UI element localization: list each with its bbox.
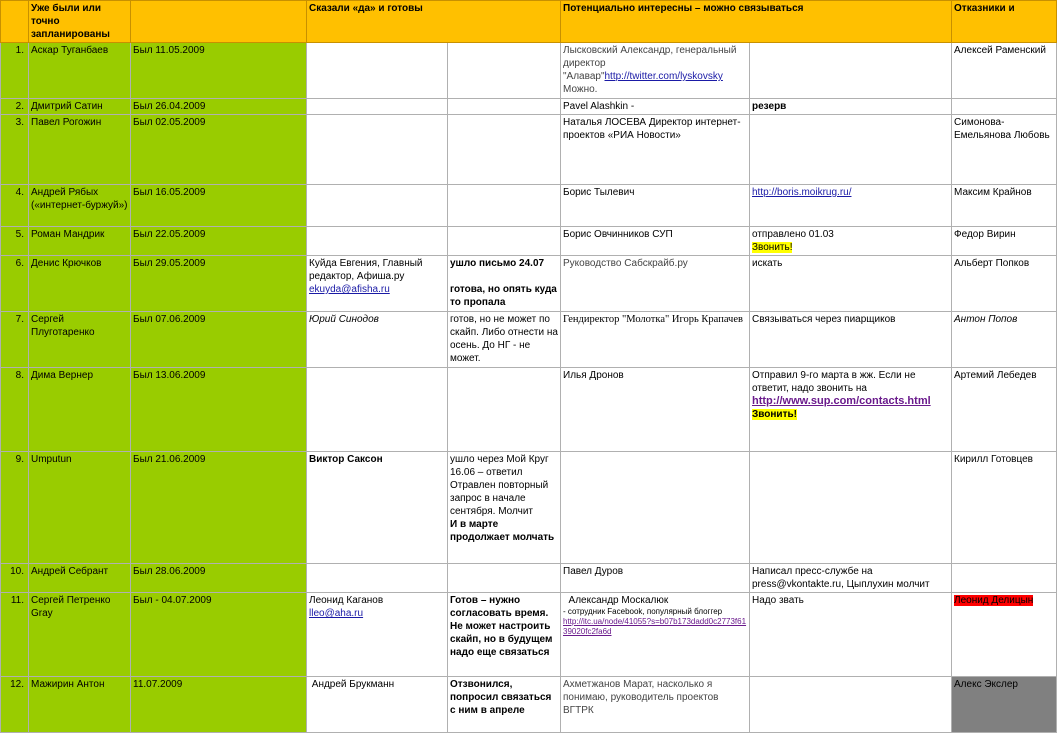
potential-name: Лысковский Александр, генеральный директор "Алавар" — [563, 45, 737, 82]
yes-name: Куйда Евгения, Главный редактор, Афиша.ру — [309, 258, 423, 282]
status-cell[interactable]: 11.07.2009 — [131, 677, 307, 733]
table-row — [1, 452, 1057, 564]
yes-note-cell[interactable] — [448, 256, 561, 312]
yes-name-cell[interactable] — [307, 99, 448, 115]
status-cell[interactable]: Был 13.06.2009 — [131, 368, 307, 452]
row-number[interactable]: 7. — [1, 312, 29, 368]
yes-note-cell[interactable] — [448, 99, 561, 115]
row-number[interactable]: 12. — [1, 677, 29, 733]
potential-name-cell[interactable]: Борис Овчинников СУП — [561, 227, 750, 256]
row-number[interactable]: 10. — [1, 564, 29, 593]
name-cell[interactable]: Дима Вернер — [29, 368, 131, 452]
refused-cell[interactable]: Кирилл Готовцев — [952, 452, 1057, 564]
header-row — [1, 1, 1057, 43]
yes-note-cell[interactable]: Готов – нужно согласовать время. Не может настроить скайп, но в будущем надо еще связаться — [448, 593, 561, 677]
yes-note-cell[interactable] — [448, 227, 561, 256]
name-cell[interactable]: Мажирин Антон — [29, 677, 131, 733]
potential-note: Отправил 9-го марта в жж. Если не ответит, надо звонить на — [752, 370, 916, 394]
potential-note-cell[interactable]: Написал пресс-службе на press@vkontakte.ru, Цыплухин молчит — [750, 564, 952, 593]
name-cell[interactable]: Андрей Себрант — [29, 564, 131, 593]
yes-note-cell[interactable]: Отзвонился, попросил связаться с ним в апреле — [448, 677, 561, 733]
name-cell[interactable]: Сергей Плуготаренко — [29, 312, 131, 368]
refused-cell[interactable]: Симонова-Емельянова Любовь — [952, 115, 1057, 185]
name-cell[interactable]: Денис Крючков — [29, 256, 131, 312]
potential-link[interactable]: http://boris.moikrug.ru/ — [752, 187, 852, 198]
table-row — [1, 185, 1057, 227]
potential-name-cell[interactable] — [561, 452, 750, 564]
yes-note-2: готова, но опять куда то пропала — [450, 284, 557, 308]
refused-cell[interactable] — [952, 99, 1057, 115]
row-number[interactable]: 3. — [1, 115, 29, 185]
name-cell[interactable]: Павел Рогожин — [29, 115, 131, 185]
table-row — [1, 368, 1057, 452]
status-cell[interactable]: Был 21.06.2009 — [131, 452, 307, 564]
row-number[interactable]: 9. — [1, 452, 29, 564]
name-cell[interactable]: Роман Мандрик — [29, 227, 131, 256]
yes-name-cell[interactable] — [307, 593, 448, 677]
potential-note-cell[interactable] — [750, 227, 952, 256]
yes-name-cell[interactable] — [307, 227, 448, 256]
potential-name-cell[interactable]: Наталья ЛОСЕВА Директор интернет-проектов «РИА Новости» — [561, 115, 750, 185]
header-cell-yes[interactable]: Сказали «да» и готовы — [307, 1, 561, 43]
yes-name-cell[interactable] — [307, 256, 448, 312]
refused-cell[interactable]: Антон Попов — [952, 312, 1057, 368]
header-cell-refused[interactable]: Отказники и — [952, 1, 1057, 43]
refused-cell[interactable]: Алекс Экслер — [952, 677, 1057, 733]
table-row — [1, 115, 1057, 185]
table-row — [1, 593, 1057, 677]
refused-cell[interactable]: Альберт Попков — [952, 256, 1057, 312]
potential-name: Александр Москалюк — [563, 595, 669, 606]
refused-cell[interactable] — [952, 593, 1057, 677]
name-cell[interactable]: Дмитрий Сатин — [29, 99, 131, 115]
status-cell[interactable]: Был 16.05.2009 — [131, 185, 307, 227]
refused-cell[interactable]: Максим Крайнов — [952, 185, 1057, 227]
name-cell[interactable]: Сергей Петренко Gray — [29, 593, 131, 677]
name-cell[interactable]: Umputun — [29, 452, 131, 564]
header-cell-potential[interactable]: Потенциально интересны – можно связываться — [561, 1, 952, 43]
yes-note: ушло письмо 24.07 — [450, 258, 545, 269]
yes-name-cell[interactable] — [307, 43, 448, 99]
row-number[interactable]: 6. — [1, 256, 29, 312]
yes-name: Леонид Каганов — [309, 595, 384, 606]
yes-email-link[interactable]: lleo@aha.ru — [309, 608, 364, 619]
yes-note-cell[interactable] — [448, 185, 561, 227]
yes-name-cell[interactable] — [307, 368, 448, 452]
potential-note-cell[interactable] — [750, 452, 952, 564]
header-cell-done-date[interactable] — [131, 1, 307, 43]
yes-note-cell[interactable] — [448, 452, 561, 564]
yes-name-cell[interactable] — [307, 185, 448, 227]
potential-note-cell[interactable] — [750, 115, 952, 185]
yes-note-cell[interactable] — [448, 564, 561, 593]
potential-note-cell[interactable] — [750, 368, 952, 452]
potential-link[interactable]: http://itc.ua/node/41055?s=b07b173dadd0c2773f6139020fc2fa6d — [563, 617, 747, 636]
row-number[interactable]: 4. — [1, 185, 29, 227]
name-cell[interactable]: Аскар Туганбаев — [29, 43, 131, 99]
potential-note-cell[interactable] — [750, 677, 952, 733]
status-cell[interactable]: Был 22.05.2009 — [131, 227, 307, 256]
yes-note-cell[interactable] — [448, 43, 561, 99]
yes-name-cell[interactable] — [307, 564, 448, 593]
potential-note: отправлено 01.03 — [752, 229, 834, 240]
yes-name-cell[interactable]: Виктор Саксон — [307, 452, 448, 564]
status-cell[interactable]: Был 11.05.2009 — [131, 43, 307, 99]
potential-note-cell[interactable]: Связываться через пиарщиков — [750, 312, 952, 368]
call-highlight: Звонить! — [752, 242, 793, 253]
header-cell-done[interactable]: Уже были или точно запланированы — [29, 1, 131, 43]
refused-highlight: Леонид Делицын — [954, 595, 1034, 606]
refused-cell[interactable]: Артемий Лебедев — [952, 368, 1057, 452]
table-row — [1, 677, 1057, 733]
potential-link[interactable]: http://twitter.com/lyskovsky — [604, 71, 723, 82]
potential-name-cell[interactable]: Pavel Alashkin - — [561, 99, 750, 115]
status-cell[interactable]: Был 02.05.2009 — [131, 115, 307, 185]
yes-note-cell[interactable] — [448, 115, 561, 185]
potential-name-cell[interactable]: Борис Тылевич — [561, 185, 750, 227]
status-cell[interactable]: Был 26.04.2009 — [131, 99, 307, 115]
table-row — [1, 564, 1057, 593]
potential-note-cell[interactable] — [750, 185, 952, 227]
status-cell[interactable]: Был 28.06.2009 — [131, 564, 307, 593]
potential-name-cell[interactable] — [561, 43, 750, 99]
potential-note-cell[interactable] — [750, 43, 952, 99]
status-cell[interactable]: Был 07.06.2009 — [131, 312, 307, 368]
yes-note-cell[interactable]: готов, но не может по скайп. Либо отнести на осень. До НГ - не может. — [448, 312, 561, 368]
yes-name-cell[interactable]: Юрий Синодов — [307, 312, 448, 368]
potential-name-cell[interactable] — [561, 593, 750, 677]
refused-cell[interactable]: Алексей Раменский — [952, 43, 1057, 99]
potential-name-cell[interactable]: Павел Дуров — [561, 564, 750, 593]
table-row — [1, 43, 1057, 99]
potential-note-cell[interactable]: резерв — [750, 99, 952, 115]
yes-note-cell[interactable] — [448, 368, 561, 452]
table-row — [1, 312, 1057, 368]
table-row — [1, 227, 1057, 256]
potential-note-cell[interactable]: искать — [750, 256, 952, 312]
table-row — [1, 256, 1057, 312]
yes-email-link[interactable]: ekuyda@afisha.ru — [309, 284, 390, 295]
yes-note: ушло через Мой Круг 16.06 – ответил Отравлен повторный запрос в начале сентября. Молчит — [450, 454, 549, 517]
header-cell-num[interactable] — [1, 1, 29, 43]
potential-extra: Можно. — [563, 84, 598, 95]
row-number[interactable]: 2. — [1, 99, 29, 115]
refused-cell[interactable] — [952, 564, 1057, 593]
row-number[interactable]: 11. — [1, 593, 29, 677]
name-cell[interactable]: Андрей Рябых («интернет-буржуй») — [29, 185, 131, 227]
call-highlight: Звонить! — [752, 409, 797, 420]
potential-link[interactable]: http://www.sup.com/contacts.html — [752, 395, 931, 407]
yes-note-2: И в марте продолжает молчать — [450, 519, 555, 543]
potential-name-cell[interactable]: Илья Дронов — [561, 368, 750, 452]
refused-cell[interactable]: Федор Вирин — [952, 227, 1057, 256]
yes-name-cell[interactable]: Андрей Брукманн — [307, 677, 448, 733]
potential-small: - сотрудник Facebook, популярный блоггер — [563, 607, 723, 616]
row-number[interactable]: 5. — [1, 227, 29, 256]
status-cell[interactable]: Был 29.05.2009 — [131, 256, 307, 312]
status-cell[interactable]: Был - 04.07.2009 — [131, 593, 307, 677]
potential-name-cell[interactable]: Ахметжанов Марат, насколько я понимаю, руководитель проектов ВГТРК — [561, 677, 750, 733]
potential-name-cell[interactable]: Гендиректор "Молотка" Игорь Крапачев — [561, 312, 750, 368]
row-number[interactable]: 8. — [1, 368, 29, 452]
table-row — [1, 99, 1057, 115]
yes-name-cell[interactable] — [307, 115, 448, 185]
potential-name-cell[interactable]: Руководство Сабскрайб.ру — [561, 256, 750, 312]
potential-note-cell[interactable]: Надо звать — [750, 593, 952, 677]
row-number[interactable]: 1. — [1, 43, 29, 99]
